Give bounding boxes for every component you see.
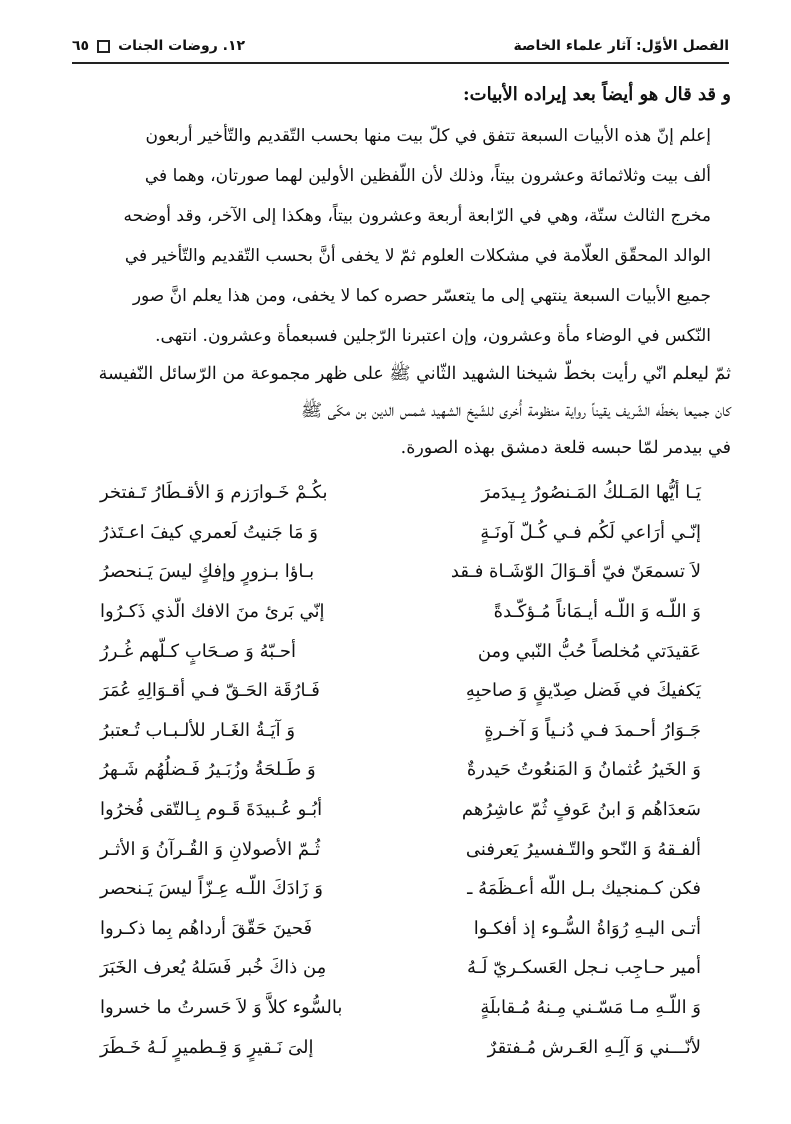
quote-line: إعلم إنّ هذه الأبيات السبعة تتفق في كلّ بيت منها بحسب التّقديم والتّأخير أربعون: [145, 126, 711, 146]
paragraph-line: كان جميعا بخطّه الشّريف يقيناً رواية منظومة أُخرى للشّيخ الشهيد شمس الدين بن مكّى ﷺ: [300, 401, 731, 421]
quote-line: جميع الأبيات السبعة ينتهي إلى ما يتعسّر حصره كما لا يخفى، ومن هذا يعلم انَّ صور: [132, 286, 711, 306]
verse-first-hemistich: أمير حـاجِب نـجل العَسكـريّ لَـهُ: [467, 957, 701, 979]
poem-verse: [70, 790, 731, 830]
poem-verse: [70, 711, 731, 751]
page-number: ٦٥: [72, 38, 90, 54]
verse-second-hemistich: إنّي بَرئ منَ الافك الّذي ذَكـرُوا: [100, 601, 325, 623]
verse-second-hemistich: فَحينَ حَقّقَ أرداهُم بِما ذكـروا: [100, 917, 313, 939]
quote-line: الوالد المحقّق العلّامة في مشكلات العلوم ثمّ لا يخفى أنَّ بحسب التّقديم والتّأخير في: [124, 246, 711, 266]
verse-first-hemistich: لأنّـــني وَ آلِـهِ العَـرش مُـفتقرٌ: [487, 1036, 701, 1058]
verse-first-hemistich: فكن كـمنجيك بـل اللّه أعـظَمَهُ ـ: [467, 878, 701, 900]
verse-second-hemistich: أحـبّهُ وَ صـحَابٍ كـلّهم غُـررُ: [100, 640, 297, 662]
verse-second-hemistich: بالسُّوء كلاَّ وَ لاَ حَسرتُ ما خسروا: [100, 997, 343, 1019]
verse-second-hemistich: وَ آيَـةُ الغَـار للألـبـاب تُـعتبرُ: [100, 719, 296, 741]
verse-second-hemistich: وَ زَادَكَ اللّـه عِـزّاً ليسَ يَـنحصر: [100, 878, 323, 900]
poem-verse: [70, 592, 731, 632]
verse-first-hemistich: وَ اللّـه وَ اللّـه أيـمَاناً مُـؤكّـدةً: [493, 601, 701, 623]
quote-line: النّكس في الوضاء مأة وعشرون، وإن اعتبرنا الرّجلين فسبعمأة وعشرون. انتهى.: [155, 326, 711, 346]
poem-verse: [70, 988, 731, 1028]
chapter-title: الفصل الأوّل: آثار علماء الخاصة: [513, 38, 729, 54]
page-header: [72, 30, 729, 64]
poem-verse: [70, 631, 731, 671]
page-body: [70, 76, 731, 1067]
verse-first-hemistich: يَكفيكَ في فَضل صِدّيقٍ وَ صاحبِهِ: [465, 680, 701, 702]
verse-first-hemistich: أتـى اليـهِ رُوَاةُ السُّـوء إذ أفكـوا: [473, 917, 701, 939]
verse-first-hemistich: جَـوَارُ أحـمدَ فـي دُنـياً وَ آخـرةٍ: [484, 719, 701, 741]
verse-first-hemistich: سَعدَاهُم وَ ابنُ عَوفٍ ثُمّ عاشِرُهم: [461, 799, 701, 821]
poem-verse: [70, 948, 731, 988]
poem-verse: [70, 909, 731, 949]
poem-verse: [70, 552, 731, 592]
paragraph-line: ثمّ ليعلم انّي رأيت بخطّ شيخنا الشهيد الثّاني ﷺ على ظهر مجموعة من الرّسائل النّفيسة: [98, 364, 731, 384]
verse-first-hemistich: ألفـقهُ وَ النّحو والتّـفسيرُ يَعرفنى: [465, 838, 701, 860]
verse-second-hemistich: بـاؤا بـزورٍ وإفكٍ ليسَ يَـنحصرُ: [100, 561, 315, 583]
intro-line: و قد قال هو أيضاً بعد إيراده الأبيات:: [463, 84, 731, 105]
poem-verse: [70, 473, 731, 513]
verse-first-hemistich: يَـا أيُّها المَـلكُ المَـنصُورُ بِـيدَمرَ: [481, 482, 701, 504]
quote-line: مخرج الثالث ستّة، وهي في الرّابعة أربعة وعشرون بيتاً، وهكذا إلى الآخر، وقد أوضحه: [123, 206, 711, 226]
paragraph-line: في بيدمر لمّا حبسه قلعة دمشق بهذه الصورة.: [400, 438, 731, 458]
verse-second-hemistich: ثُـمّ الأصولانِ وَ القُـرآنُ وَ الأثـر: [100, 838, 321, 860]
verse-first-hemistich: وَ الخَيرُ عُثمانُ وَ المَنعُوتُ حَيدرةٌ: [466, 759, 701, 781]
verse-second-hemistich: إلىَ نَـقيرٍ وَ قِـطميرٍ لَـهُ خَـطَرَ: [100, 1036, 314, 1058]
poem-verse: [70, 869, 731, 909]
poem-verse: [70, 1027, 731, 1067]
quoted-passage: [70, 116, 711, 356]
verse-first-hemistich: لاَ تسمعَنّ فيّ أقـوَالَ الوّشَـاة فـقد: [450, 561, 701, 583]
square-ornament-icon: [97, 40, 110, 53]
verse-first-hemistich: إنّـي أرَاعي لَكُم فـي كُـلّ آونَـةٍ: [480, 521, 701, 543]
quote-line: ألف بيت وثلاثمائة وعشرون بيتاً، وذلك لأن اللّفظين الأولين لهما صورتان، وهما في: [144, 166, 711, 186]
verse-second-hemistich: مِن ذاكَ خُبر فَسَلهُ يُعرف الخَبَرَ: [100, 957, 327, 979]
verse-second-hemistich: أبُـو عُـبيدَةَ قَـوم بِـالتّقى فُخرُوا: [100, 799, 323, 821]
section-and-page: [72, 38, 245, 54]
verse-first-hemistich: عَقيدَتي مُخلصاً حُبُّ النّبي ومن: [477, 640, 701, 662]
poem-verse: [70, 671, 731, 711]
verse-second-hemistich: وَ طَـلحَةُ وزُبَـيرُ فَـضلُهُم شَـهرُ: [100, 759, 316, 781]
section-title: ١٢. روضات الجنات: [118, 38, 246, 54]
verse-second-hemistich: بكُـمْ خَـوارَزم وَ الأقـطَارُ تَـفتخر: [100, 482, 328, 504]
poem-verse: [70, 750, 731, 790]
poem-verse: [70, 513, 731, 553]
verse-second-hemistich: وَ مَا جَنيتُ لَعمري كيفَ اعـتَذرُ: [100, 521, 318, 543]
verse-second-hemistich: فَـارُقَة الحَـقّ فـي أقـوَالِهِ عُمَرَ: [100, 680, 320, 702]
poem: [70, 473, 731, 1067]
poem-verse: [70, 829, 731, 869]
verse-first-hemistich: وَ اللّـهِ مـا مَسّـني مِـنهُ مُـقابلَةٍ: [480, 997, 701, 1019]
